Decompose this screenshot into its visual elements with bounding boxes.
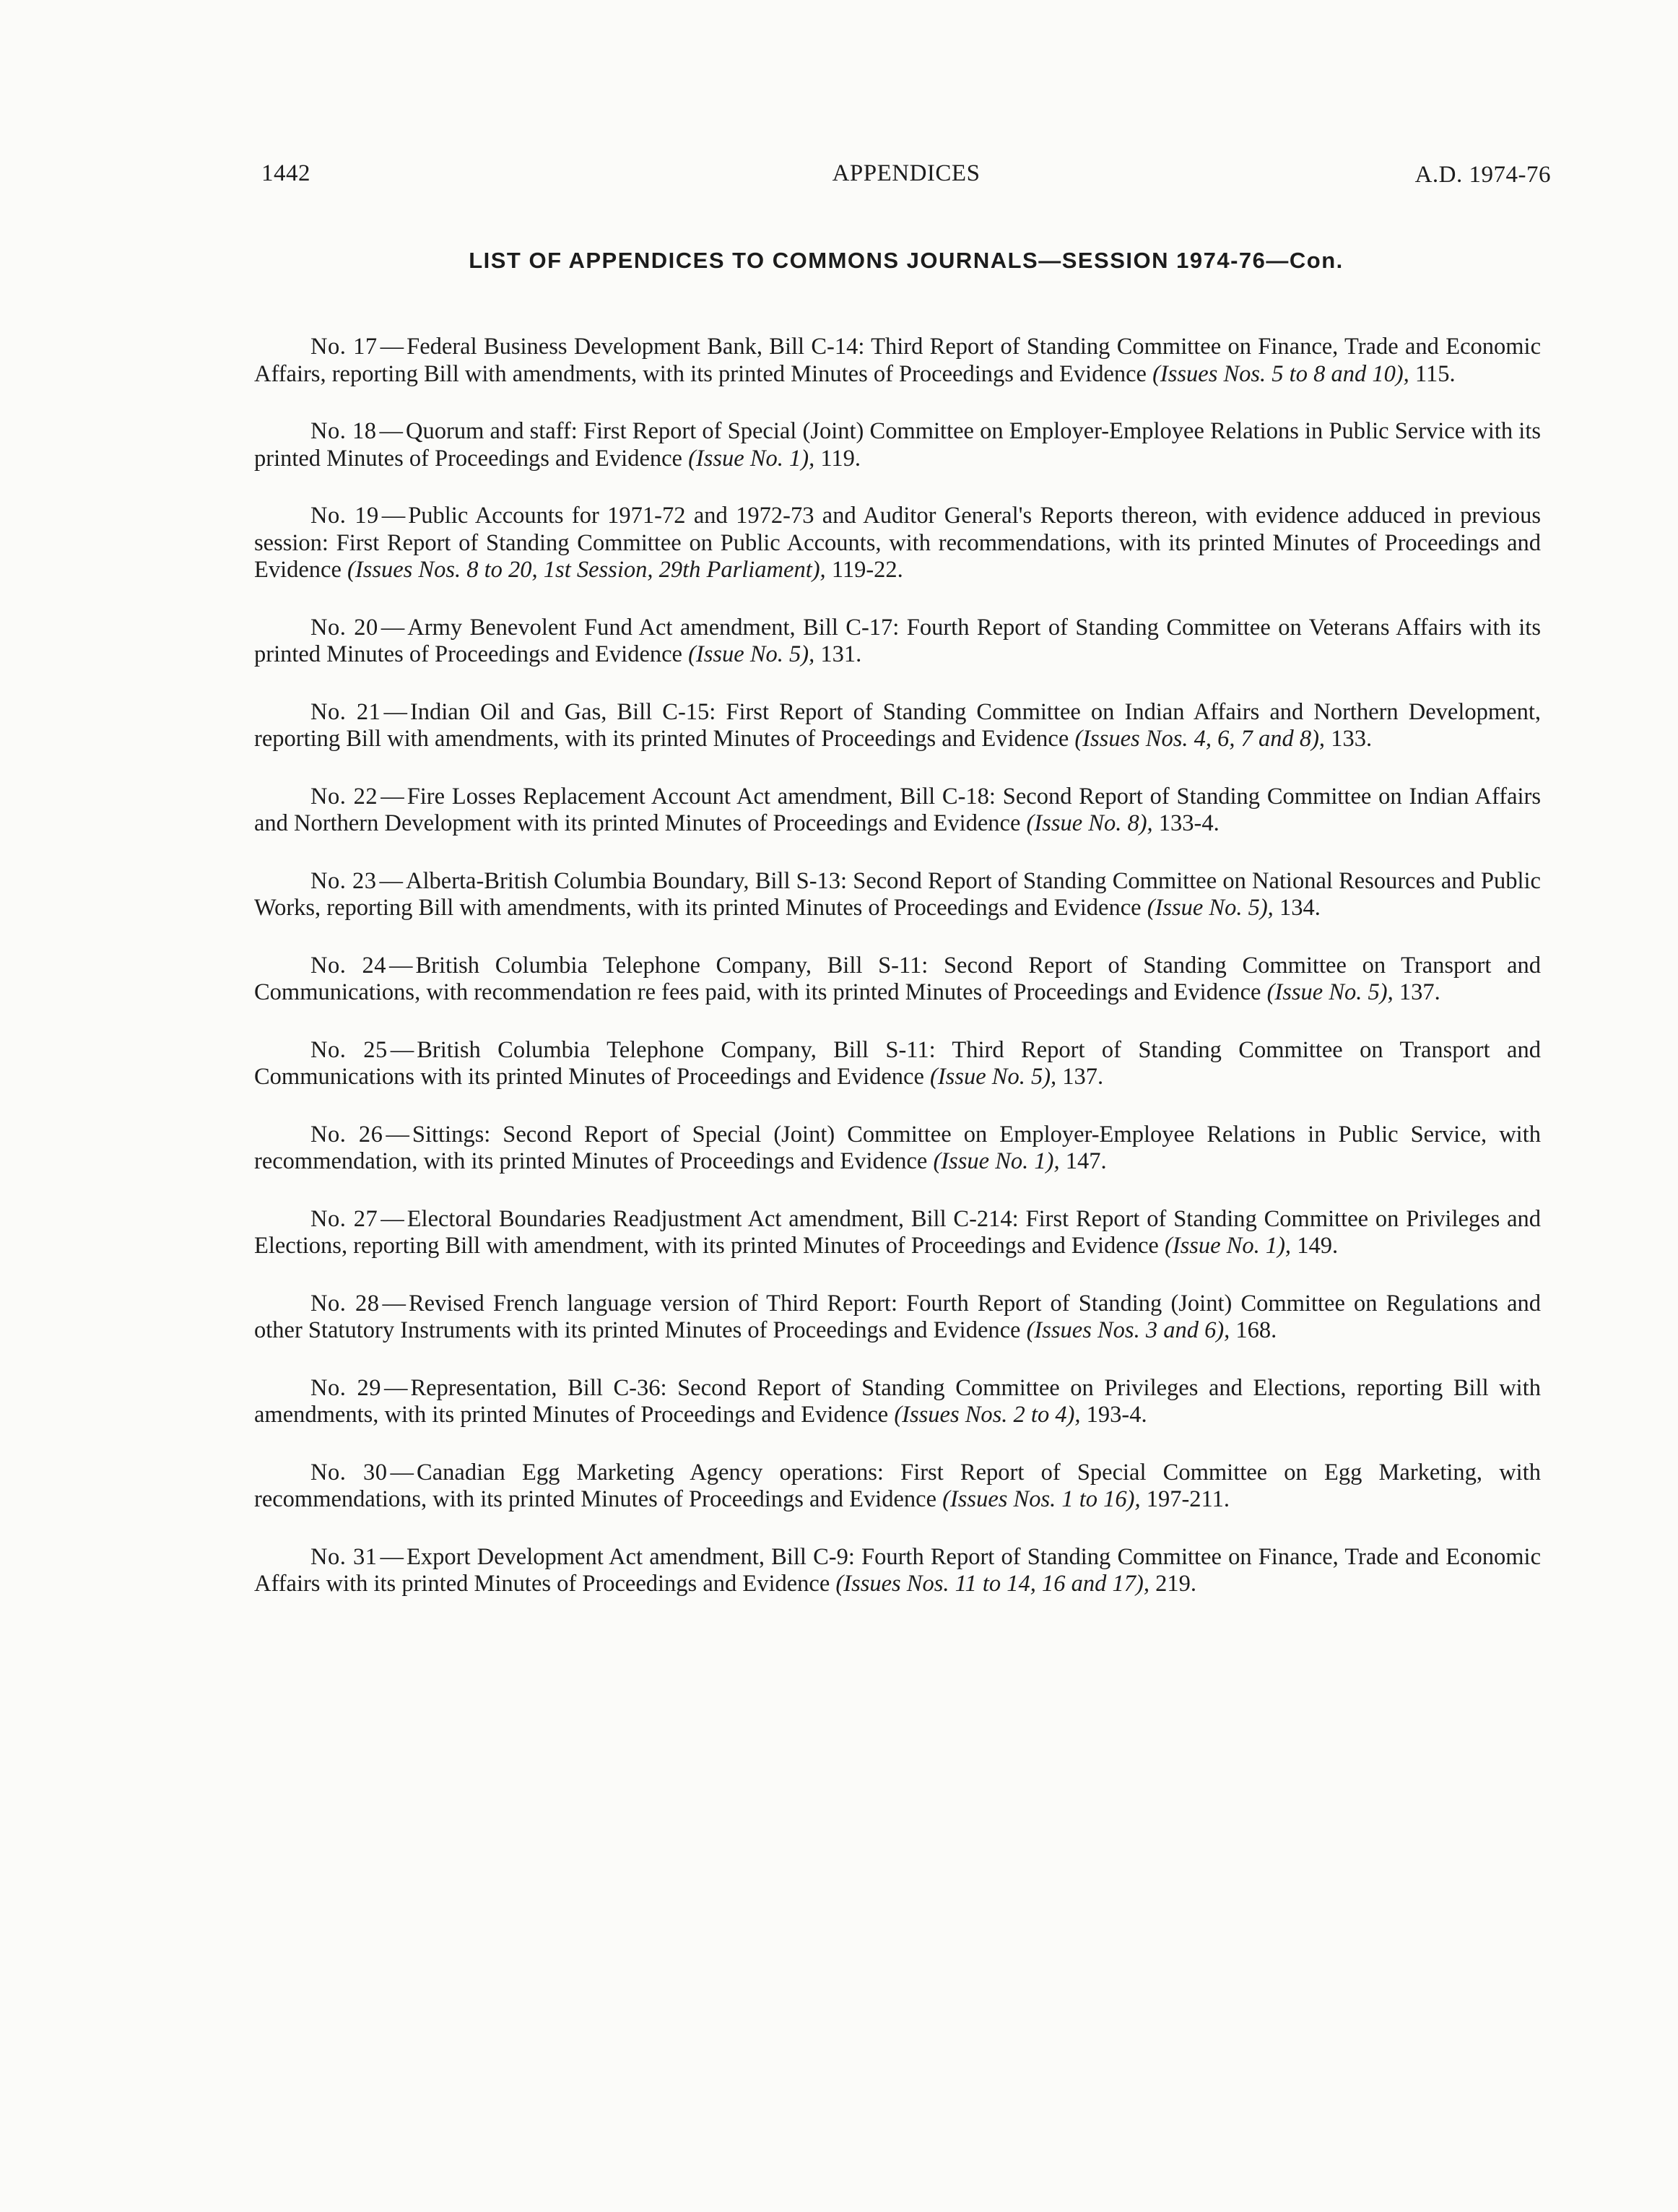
entry-page: 137. [1399,979,1440,1005]
entry-text: Representation, Bill C-36: Second Report of Standing Committee on Privileges and Elections, reporting Bill with amendments, with its printed Minutes of Proceedings and Evidence [254,1374,1541,1428]
entry-number: No. 22 [310,783,378,810]
entry-issues: (Issue No. 5), [1147,895,1274,921]
entry-text: British Columbia Telephone Company, Bill S-11: Second Report of Standing Committee on Transport and Communications, with recommendation re fees paid, with its printed Minutes of Proceedings and Evidence [254,952,1541,1005]
entry-issues: (Issue No. 8), [1026,810,1153,836]
entry-number: No. 21 [310,698,381,725]
entry-number: No. 28 [310,1290,380,1317]
entry-issues: (Issues Nos. 5 to 8 and 10), [1152,360,1409,387]
entry-number: No. 27 [310,1205,378,1232]
list-item: No. 17 — Federal Business Development Bank, Bill C-14: Third Report of Standing Committee on Finance, Trade and Economic Affairs, reporting Bill with amendments, with its printed Minutes of Proceedings and Evidence (Issues Nos. 5 to 8 and 10), 115. [254,334,1541,387]
entry-page: 149. [1297,1233,1339,1259]
entry-text: Indian Oil and Gas, Bill C-15: First Report of Standing Committee on Indian Affairs and Northern Development, reporting Bill with amendments, with its printed Minutes of Proceedings and Evidence [254,698,1541,752]
appendix-list [254,334,1541,1628]
entry-number: No. 24 [310,952,387,979]
entry-page: 131. [820,641,862,667]
entry-issues: (Issue No. 1), [1164,1233,1292,1259]
entry-number: No. 31 [310,1543,378,1570]
entry-issues: (Issue No. 1), [688,445,815,472]
entry-text: Export Development Act amendment, Bill C-9: Fourth Report of Standing Committee on Finance, Trade and Economic Affairs with its printed Minutes of Proceedings and Evidence [254,1543,1541,1597]
list-item: No. 26 — Sittings: Second Report of Special (Joint) Committee on Employer-Employee Relations in Public Service, with recommendation, with its printed Minutes of Proceedings and Evidence (Issue No. 1), 147. [254,1121,1541,1174]
page-number: 1442 [261,160,310,186]
list-item: No. 27 — Electoral Boundaries Readjustment Act amendment, Bill C-214: First Report of Standing Committee on Privileges and Elections, reporting Bill with amendment, with its printed Minutes of Proceedings and Evidence (Issue No. 1), 149. [254,1205,1541,1259]
entry-page: 119. [820,445,861,472]
entry-text: Fire Losses Replacement Account Act amendment, Bill C-18: Second Report of Standing Committee on Indian Affairs and Northern Development with its printed Minutes of Proceedings and Evidence [254,783,1541,836]
entry-text: British Columbia Telephone Company, Bill S-11: Third Report of Standing Committee on Transport and Communications with its printed Minutes of Proceedings and Evidence [254,1036,1541,1090]
entry-number: No. 23 [310,867,377,894]
list-item: No. 25 — British Columbia Telephone Company, Bill S-11: Third Report of Standing Committee on Transport and Communications with its printed Minutes of Proceedings and Evidence (Issue No. 5), 137. [254,1036,1541,1090]
list-item: No. 30 — Canadian Egg Marketing Agency operations: First Report of Special Committee on Egg Marketing, with recommendations, with its printed Minutes of Proceedings and Evidence (Issues Nos. 1 to 16), 197-211. [254,1459,1541,1512]
entry-page: 147. [1065,1148,1107,1174]
entry-text: Public Accounts for 1971-72 and 1972-73 and Auditor General's Reports thereon, with evidence adduced in previous session: First Report of Standing Committee on Public Accounts, with recommendations, with its printed Minutes of Proceedings and Evidence [254,503,1541,583]
entry-number: No. 30 [310,1459,388,1485]
list-item: No. 18 — Quorum and staff: First Report of Special (Joint) Committee on Employer-Employee Relations in Public Service with its printed Minutes of Proceedings and Evidence (Issue No. 1), 119. [254,418,1541,472]
entry-page: 197-211. [1146,1486,1230,1512]
section-title: APPENDICES [832,160,981,186]
entry-text: Sittings: Second Report of Special (Joint) Committee on Employer-Employee Relations in Public Service, with recommendation, with its printed Minutes of Proceedings and Evidence [254,1121,1541,1174]
list-item: No. 29 — Representation, Bill C-36: Second Report of Standing Committee on Privileges and Elections, reporting Bill with amendments, with its printed Minutes of Proceedings and Evidence (Issues Nos. 2 to 4), 193-4. [254,1374,1541,1428]
entry-issues: (Issue No. 5), [1266,979,1394,1005]
entry-text: Army Benevolent Fund Act amendment, Bill C-17: Fourth Report of Standing Committee on Veterans Affairs with its printed Minutes of Proceedings and Evidence [254,614,1541,667]
entry-page: 133-4. [1158,810,1220,836]
list-title: LIST OF APPENDICES TO COMMONS JOURNALS—SESSION 1974-76—Con. [469,248,1344,273]
entry-number: No. 25 [310,1036,388,1063]
entry-issues: (Issues Nos. 4, 6, 7 and 8), [1074,726,1326,752]
entry-page: 137. [1062,1064,1104,1090]
page-header [261,160,1551,196]
entry-number: No. 17 [310,334,378,360]
entry-number: No. 20 [310,614,378,641]
list-item: No. 23 — Alberta-British Columbia Boundary, Bill S-13: Second Report of Standing Committee on National Resources and Public Works, reporting Bill with amendments, with its printed Minutes of Proceedings and Evidence (Issue No. 5), 134. [254,867,1541,921]
header-year: A.D. 1974-76 [1414,162,1551,188]
entry-issues: (Issues Nos. 3 and 6), [1026,1317,1230,1343]
entry-issues: (Issues Nos. 1 to 16), [942,1486,1141,1512]
entry-number: No. 19 [310,503,379,529]
entry-number: No. 18 [310,418,377,444]
list-item: No. 22 — Fire Losses Replacement Account Act amendment, Bill C-18: Second Report of Standing Committee on Indian Affairs and Northern Development with its printed Minutes of Proceedings and Evidence (Issue No. 8), 133-4. [254,783,1541,836]
entry-issues: (Issues Nos. 11 to 14, 16 and 17), [835,1571,1149,1597]
list-item: No. 31 — Export Development Act amendment, Bill C-9: Fourth Report of Standing Committee on Finance, Trade and Economic Affairs with its printed Minutes of Proceedings and Evidence (Issues Nos. 11 to 14, 16 and 17), 219. [254,1543,1541,1597]
entry-text: Quorum and staff: First Report of Special (Joint) Committee on Employer-Employee Relations in Public Service with its printed Minutes of Proceedings and Evidence [254,418,1541,472]
entry-text: Federal Business Development Bank, Bill C-14: Third Report of Standing Committee on Finance, Trade and Economic Affairs, reporting Bill with amendments, with its printed Minutes of Proceedings and Evidence [254,334,1541,387]
entry-page: 219. [1155,1571,1196,1597]
entry-page: 193-4. [1086,1402,1147,1428]
list-item: No. 24 — British Columbia Telephone Company, Bill S-11: Second Report of Standing Committee on Transport and Communications, with recommendation re fees paid, with its printed Minutes of Proceedings and Evidence (Issue No. 5), 137. [254,952,1541,1005]
entry-page: 133. [1331,726,1373,752]
entry-issues: (Issue No. 5), [930,1064,1057,1090]
entry-issues: (Issues Nos. 8 to 20, 1st Session, 29th Parliament), [347,557,826,583]
entry-page: 168. [1235,1317,1277,1343]
list-item: No. 28 — Revised French language version of Third Report: Fourth Report of Standing (Joint) Committee on Regulations and other Statutory Instruments with its printed Minutes of Proceedings and Evidence (Issues Nos. 3 and 6), 168. [254,1290,1541,1343]
entry-page: 134. [1279,895,1321,921]
entry-text: Revised French language version of Third Report: Fourth Report of Standing (Joint) Committee on Regulations and other Statutory Instruments with its printed Minutes of Proceedings and Evidence [254,1290,1541,1343]
list-item: No. 20 — Army Benevolent Fund Act amendment, Bill C-17: Fourth Report of Standing Committee on Veterans Affairs with its printed Minutes of Proceedings and Evidence (Issue No. 5), 131. [254,614,1541,667]
entry-issues: (Issue No. 1), [933,1148,1060,1174]
entry-issues: (Issue No. 5), [688,641,815,667]
list-item: No. 19 — Public Accounts for 1971-72 and 1972-73 and Auditor General's Reports thereon, with evidence adduced in previous session: First Report of Standing Committee on Public Accounts, with recommendations, with its printed Minutes of Proceedings and Evidence (Issues Nos. 8 to 20, 1st Session, 29th Parliament), 119-22. [254,503,1541,583]
entry-issues: (Issues Nos. 2 to 4), [894,1402,1081,1428]
entry-page: 115. [1414,360,1456,387]
list-item: No. 21 — Indian Oil and Gas, Bill C-15: First Report of Standing Committee on Indian Affairs and Northern Development, reporting Bill with amendments, with its printed Minutes of Proceedings and Evidence (Issues Nos. 4, 6, 7 and 8), 133. [254,698,1541,752]
entry-text: Canadian Egg Marketing Agency operations: First Report of Special Committee on Egg Marketing, with recommendations, with its printed Minutes of Proceedings and Evidence [254,1459,1541,1512]
entry-number: No. 26 [310,1121,383,1148]
entry-text: Electoral Boundaries Readjustment Act amendment, Bill C-214: First Report of Standing Committee on Privileges and Elections, reporting Bill with amendment, with its printed Minutes of Proceedings and Evidence [254,1205,1541,1259]
entry-number: No. 29 [310,1374,381,1401]
entry-text: Alberta-British Columbia Boundary, Bill S-13: Second Report of Standing Committee on National Resources and Public Works, reporting Bill with amendments, with its printed Minutes of Proceedings and Evidence [254,867,1541,921]
entry-page: 119-22. [831,557,903,583]
